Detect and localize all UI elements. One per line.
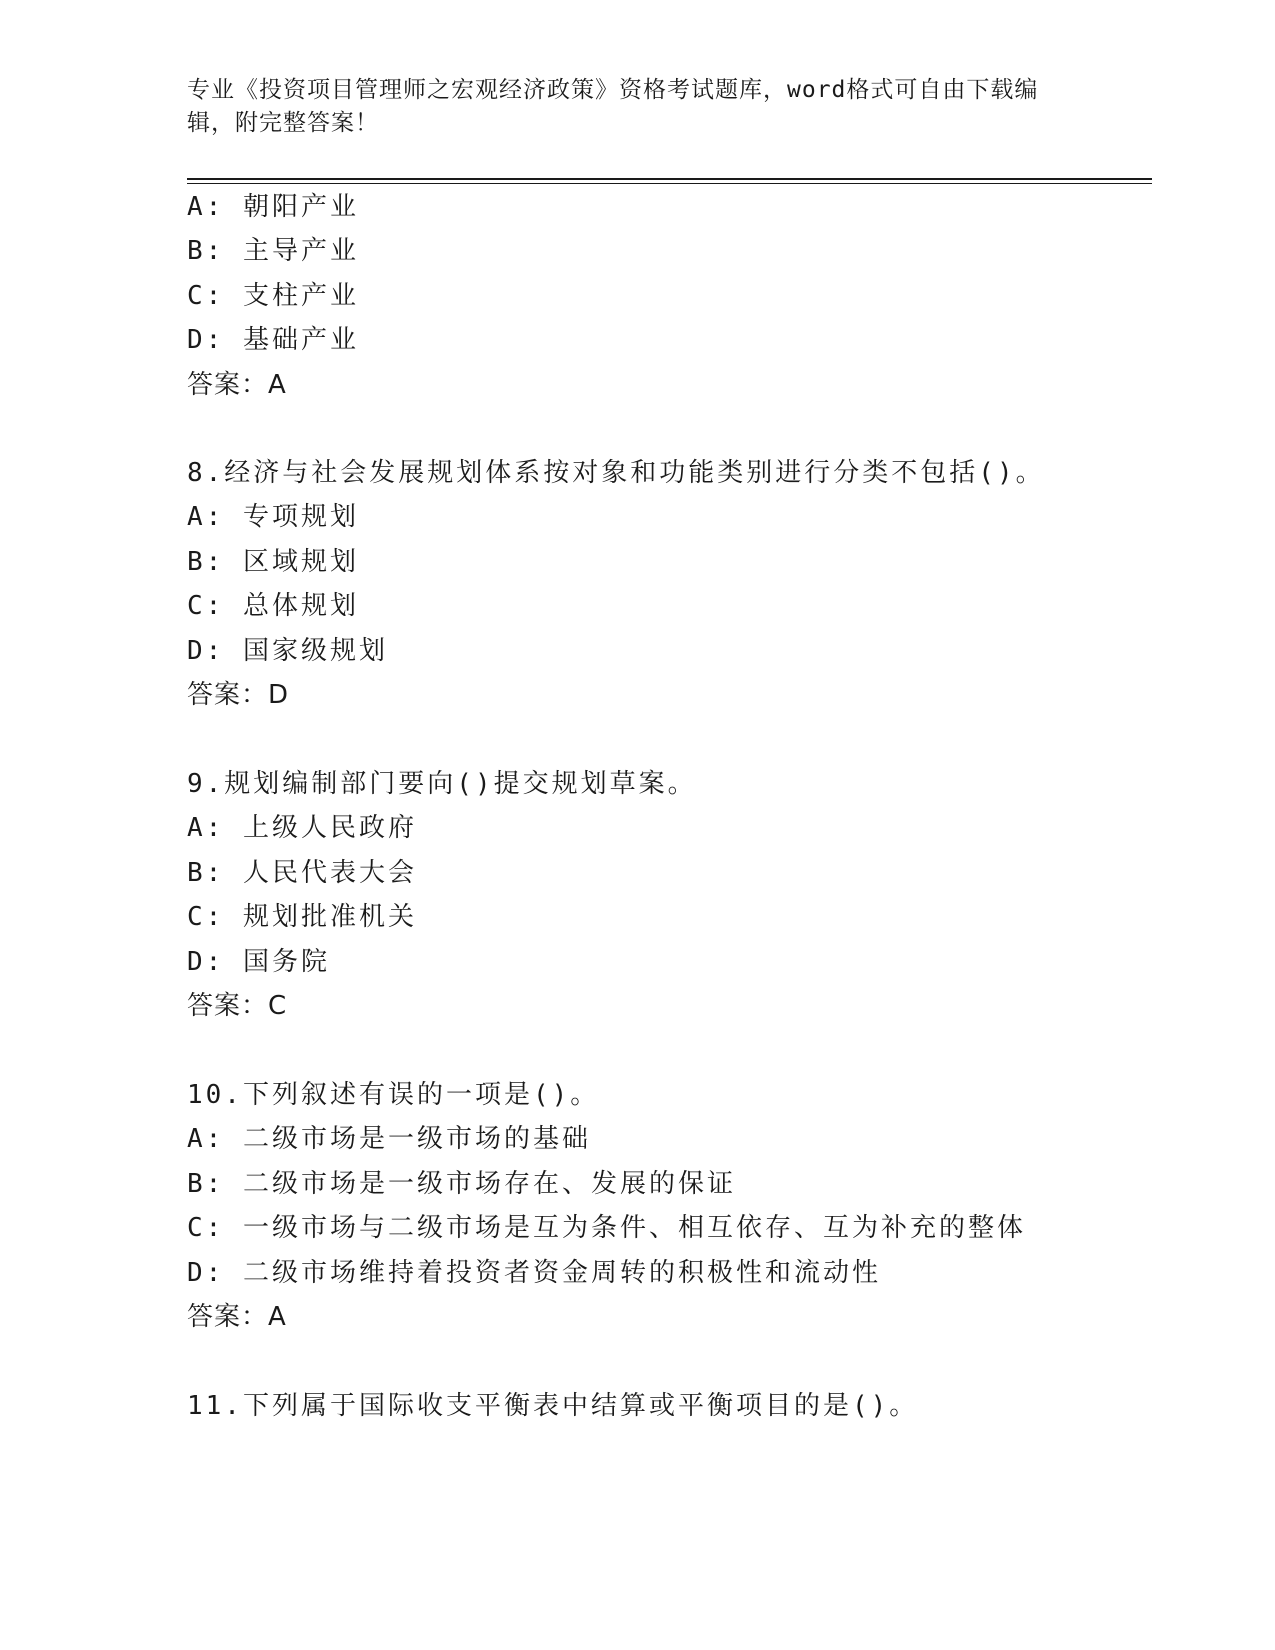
q10-option-b: B: 二级市场是一级市场存在、发展的保证 [187, 1169, 736, 1199]
q8-question: 8.经济与社会发展规划体系按对象和功能类别进行分类不包括()。 [187, 458, 1045, 488]
q9-option-b: B: 人民代表大会 [187, 858, 417, 888]
q9-answer: 答案：C [187, 991, 288, 1021]
q11-question: 11.下列属于国际收支平衡表中结算或平衡项目的是()。 [187, 1391, 919, 1421]
q10-option-d: D: 二级市场维持着投资者资金周转的积极性和流动性 [187, 1258, 881, 1288]
q9-option-a: A: 上级人民政府 [187, 813, 417, 843]
q10-answer: 答案：A [187, 1302, 287, 1332]
q7-option-a: A: 朝阳产业 [187, 192, 359, 222]
header-divider-thin [187, 183, 1152, 184]
q9-option-c: C: 规划批准机关 [187, 902, 417, 932]
q7-option-c: C: 支柱产业 [187, 281, 359, 311]
q7-answer: 答案：A [187, 370, 287, 400]
q8-option-c: C: 总体规划 [187, 591, 359, 621]
document-header [187, 74, 1087, 140]
q8-option-d: D: 国家级规划 [187, 636, 388, 666]
header-line-2: 辑，附完整答案！ [187, 110, 379, 136]
header-divider [187, 178, 1152, 180]
q10-option-c: C: 一级市场与二级市场是互为条件、相互依存、互为补充的整体 [187, 1213, 1026, 1243]
q8-option-b: B: 区域规划 [187, 547, 359, 577]
q10-option-a: A: 二级市场是一级市场的基础 [187, 1124, 591, 1154]
q8-option-a: A: 专项规划 [187, 502, 359, 532]
q9-option-d: D: 国务院 [187, 947, 330, 977]
q8-answer: 答案：D [187, 680, 290, 710]
q9-question: 9.规划编制部门要向()提交规划草案。 [187, 769, 697, 799]
q10-question: 10.下列叙述有误的一项是()。 [187, 1080, 600, 1110]
q7-option-d: D: 基础产业 [187, 325, 359, 355]
q7-option-b: B: 主导产业 [187, 236, 359, 266]
header-line-1: 专业《投资项目管理师之宏观经济政策》资格考试题库，word格式可自由下载编 [187, 77, 1039, 103]
